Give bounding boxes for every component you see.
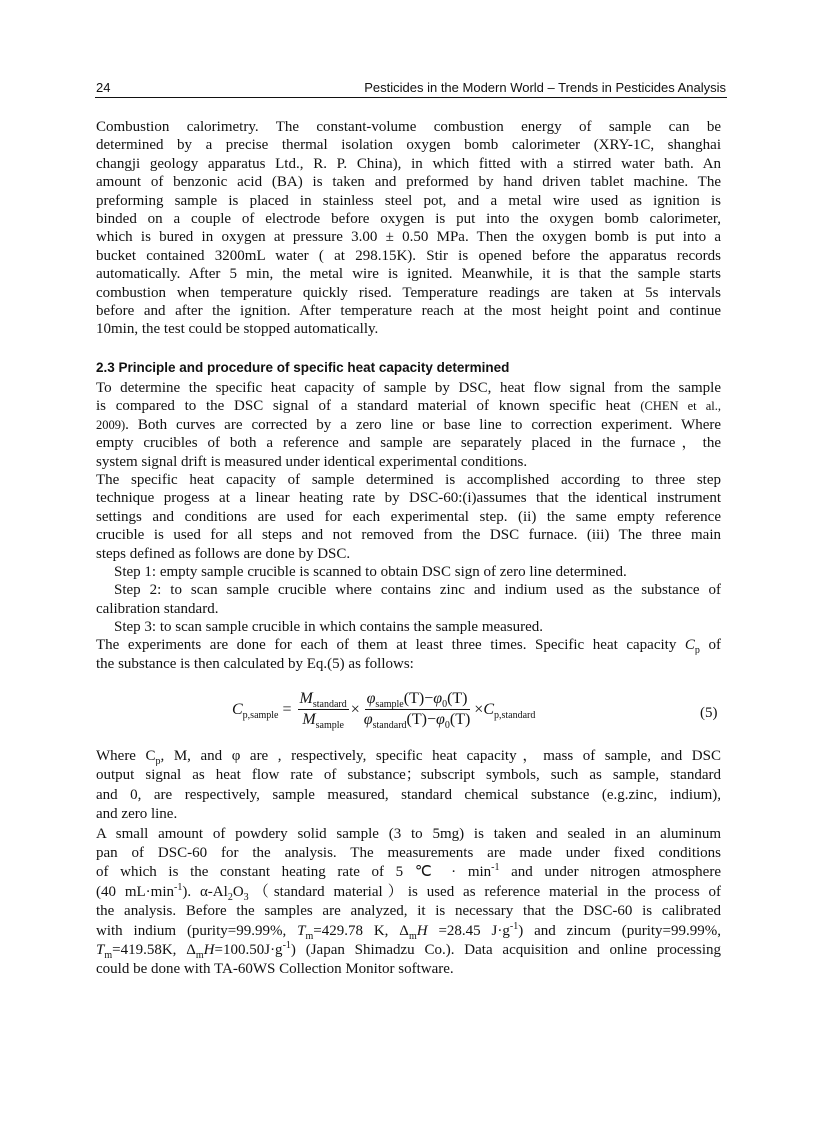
text-segment: the substance is then calculated by Eq.(5) as follows: bbox=[96, 655, 414, 672]
text-segment: -1 bbox=[282, 940, 291, 951]
text-line: changji geology apparatus Ltd., R. P. China), in which fitted with a stirred water bath. An bbox=[96, 155, 721, 172]
text-line bbox=[96, 636, 721, 654]
text-segment: pan of DSC-60 for the analysis. The measurements are made under fixed conditions bbox=[96, 844, 721, 861]
text-segment: p bbox=[694, 645, 700, 655]
text-line bbox=[96, 786, 721, 805]
text-line bbox=[96, 825, 721, 844]
text-segment: m bbox=[195, 949, 204, 961]
text-line bbox=[96, 844, 721, 863]
paragraph-combustion-calorimetry bbox=[96, 118, 721, 339]
eq-mass-ratio: $\frac{M_{standard}}{M_{sample}}$ bbox=[299, 690, 347, 732]
eq-signal-ratio: $\frac{\varphi_{sample}(T)-\varphi_0(T)}{\varphi_{standard}(T)-\varphi_0(T)}$ bbox=[363, 690, 471, 732]
text-line: which is bured in oxygen at pressure 3.00 ± 0.50 MPa. Then the oxygen bomb is put into a bbox=[96, 229, 721, 246]
text-segment: with indium (purity=99.99%, bbox=[96, 922, 298, 939]
text-line bbox=[96, 453, 721, 471]
text-segment: ) (Japan Shimadzu Co.). Data acquisition and online processing bbox=[290, 941, 721, 958]
text-segment: O bbox=[232, 883, 244, 900]
text-line bbox=[96, 397, 721, 415]
text-segment: Step 3: to scan sample crucible in which contains the sample measured. bbox=[114, 619, 544, 636]
text-line: preforming sample is placed in stainless steel pot, and a metal wire used as ignition is bbox=[96, 192, 721, 209]
text-segment: m bbox=[408, 930, 417, 941]
text-segment: empty crucibles of both a reference and sample are separately placed in the furnace，the bbox=[96, 435, 721, 452]
text-segment: C bbox=[684, 637, 695, 654]
text-line bbox=[96, 960, 721, 979]
text-segment: (40 mL·min bbox=[96, 883, 175, 900]
text-segment: Step 1: empty sample crucible is scanned to obtain DSC sign of zero line determined. bbox=[114, 563, 627, 580]
book-title: Pesticides in the Modern World – Trends in Pesticides Analysis bbox=[364, 80, 726, 95]
text-segment: ) and zincum (purity=99.99%, bbox=[518, 922, 721, 939]
text-segment: （standard material）is used as reference material in the process of bbox=[248, 883, 721, 900]
eq-equals: = bbox=[282, 700, 292, 718]
eq-rhs: $C_{p,standard}$ bbox=[483, 700, 536, 721]
text-segment: To determine the specific heat capacity of sample by DSC, heat flow signal from the sample bbox=[96, 380, 721, 396]
page-number: 24 bbox=[96, 80, 111, 95]
text-line: before and after the ignition. After temperature reach at the most height point and continue bbox=[96, 302, 721, 319]
text-line bbox=[96, 545, 721, 563]
paragraph-dsc-measurement bbox=[96, 747, 721, 980]
text-segment: -1 bbox=[509, 921, 519, 932]
text-segment: 3 bbox=[243, 891, 249, 903]
text-segment: The experiments are done for each of them at least three times. Specific heat capacity bbox=[96, 637, 685, 654]
text-segment: . Both curves are corrected by a zero line or base line to correction experiment. Where bbox=[125, 416, 721, 433]
text-segment: =28.45 J·g bbox=[427, 922, 510, 939]
text-segment: of which is the constant heating rate of 5 ℃ · min bbox=[96, 864, 492, 881]
text-segment: The specific heat capacity of sample determined is accomplished according to three step bbox=[96, 471, 721, 488]
text-line: 10min, the test could be stopped automatically. bbox=[96, 321, 379, 338]
text-segment: is compared to the DSC signal of a standard material of known specific heat bbox=[96, 398, 641, 415]
text-segment: system signal drift is measured under identical experimental conditions. bbox=[96, 453, 528, 470]
text-line bbox=[96, 863, 721, 882]
text-segment: m bbox=[104, 949, 113, 961]
text-segment: -1 bbox=[174, 882, 183, 893]
text-segment: settings and conditions are used for each experimental step. (ii) the same empty reference bbox=[96, 508, 721, 525]
text-segment: crucible is used for all steps and not removed from the DSC furnace. (iii) The three main bbox=[96, 527, 721, 544]
text-segment: could be done with TA-60WS Collection Monitor software. bbox=[96, 961, 454, 978]
text-line bbox=[96, 581, 721, 599]
text-line bbox=[96, 747, 721, 766]
text-segment: of bbox=[699, 637, 721, 654]
equation-5 bbox=[232, 690, 536, 732]
text-line bbox=[96, 489, 721, 507]
text-line: Combustion calorimetry. The constant-volume combustion energy of sample can be bbox=[96, 119, 721, 135]
text-segment: T bbox=[297, 922, 306, 939]
text-segment: and 0, are respectively, sample measured, standard chemical substance (e.g.zinc, indium), bbox=[96, 786, 721, 803]
text-line bbox=[96, 655, 721, 673]
text-segment: Where C bbox=[96, 748, 156, 764]
text-segment: -1 bbox=[491, 863, 500, 874]
text-segment: (CHEN et al., bbox=[640, 399, 721, 414]
text-segment: technique progess at a linear heating rate by DSC-60:(i)assumes that the identical instrument bbox=[96, 490, 721, 507]
text-line bbox=[96, 922, 721, 941]
text-line bbox=[96, 883, 721, 902]
text-line bbox=[96, 434, 721, 452]
text-segment: A small amount of powdery solid sample (3 to 5mg) is taken and sealed in an aluminum bbox=[96, 825, 721, 842]
text-segment: H bbox=[416, 922, 428, 939]
text-segment: 2009) bbox=[96, 417, 126, 432]
eq-lhs: $C_{p,sample}$ bbox=[232, 700, 279, 721]
text-segment: ). α-Al bbox=[182, 883, 228, 900]
text-segment: =429.78 K, Δ bbox=[313, 922, 409, 939]
text-line: automatically. After 5 min, the metal wire is ignited. Meanwhile, it is that the sample starts bbox=[96, 266, 721, 283]
text-segment: and under nitrogen atmosphere bbox=[499, 864, 721, 881]
text-segment: calibration standard. bbox=[96, 600, 219, 617]
text-segment: =100.50J·g bbox=[214, 941, 283, 958]
text-segment: H bbox=[203, 941, 215, 958]
text-segment: p bbox=[155, 756, 161, 767]
text-line: determined by a precise thermal isolation oxygen bomb calorimeter (XRY-1C, shanghai bbox=[96, 137, 721, 154]
text-segment: 2 bbox=[227, 891, 233, 903]
text-line bbox=[96, 508, 721, 526]
text-segment: output signal as heat flow rate of substance；subscript symbols, such as sample, standard bbox=[96, 767, 721, 784]
text-line bbox=[96, 600, 721, 618]
text-line bbox=[96, 941, 721, 960]
text-line: amount of benzonic acid (BA) is taken and preformed by hand driven tablet machine. The bbox=[96, 174, 721, 191]
text-line bbox=[96, 618, 721, 636]
text-segment: , M, and φ are , respectively, specific heat capacity，mass of sample, and DSC bbox=[160, 748, 721, 764]
header-rule bbox=[95, 97, 727, 98]
text-segment: Step 2: to scan sample crucible where contains zinc and indium used as the substance of bbox=[114, 582, 721, 599]
eq-times: × bbox=[350, 700, 360, 718]
text-line bbox=[96, 805, 721, 824]
eq-times: × bbox=[474, 700, 484, 718]
section-heading: 2.3 Principle and procedure of specific heat capacity determined bbox=[96, 360, 510, 375]
text-line bbox=[96, 766, 721, 785]
text-line bbox=[96, 471, 721, 489]
text-segment: =419.58K, Δ bbox=[112, 941, 196, 958]
text-line bbox=[96, 416, 721, 434]
text-segment: steps defined as follows are done by DSC. bbox=[96, 545, 351, 562]
text-segment: and zero line. bbox=[96, 806, 178, 823]
paragraph-heat-capacity-procedure bbox=[96, 379, 721, 673]
text-segment: m bbox=[305, 930, 314, 941]
text-line: combustion when temperature quickly rised. Temperature readings are taken at 5s intervals bbox=[96, 284, 721, 301]
text-line bbox=[96, 379, 721, 397]
text-line: binded on a couple of electrode before oxygen is put into the oxygen bomb calorimeter, bbox=[96, 210, 721, 227]
text-line bbox=[96, 563, 721, 581]
equation-number: (5) bbox=[700, 705, 718, 721]
text-line bbox=[96, 902, 721, 921]
running-header bbox=[96, 80, 726, 98]
text-line bbox=[96, 526, 721, 544]
text-segment: T bbox=[96, 941, 105, 958]
text-line: bucket contained 3200mL water ( at 298.15K). Stir is opened before the apparatus records bbox=[96, 247, 721, 264]
text-segment: the analysis. Before the samples are analyzed, it is necessary that the DSC-60 is calibrated bbox=[96, 903, 721, 920]
